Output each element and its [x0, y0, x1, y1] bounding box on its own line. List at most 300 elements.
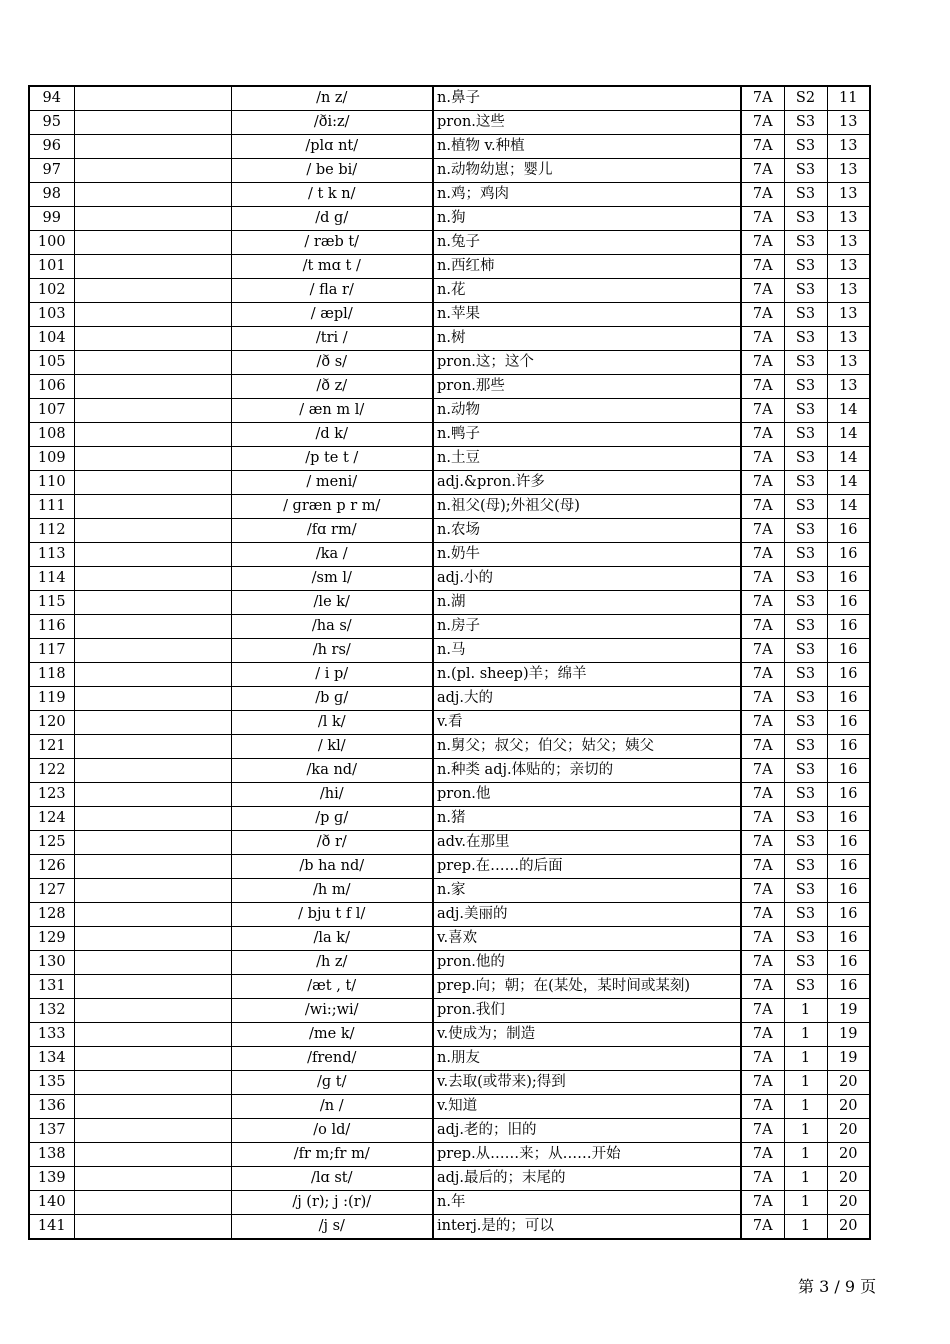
row-number: 107: [29, 399, 74, 423]
word-cell: [74, 279, 231, 303]
grade-cell: 7A: [741, 735, 784, 759]
row-number: 115: [29, 591, 74, 615]
table-row: [29, 135, 870, 159]
table-row: [29, 735, 870, 759]
table-row: [29, 231, 870, 255]
definition-cell: n.鼻子: [433, 86, 741, 111]
grade-cell: 7A: [741, 999, 784, 1023]
unit-cell: S3: [784, 831, 827, 855]
grade-cell: 7A: [741, 375, 784, 399]
definition-cell: adj.&pron.许多: [433, 471, 741, 495]
table-row: [29, 183, 870, 207]
row-number: 108: [29, 423, 74, 447]
grade-cell: 7A: [741, 711, 784, 735]
unit-cell: S3: [784, 135, 827, 159]
definition-cell: n.鸭子: [433, 423, 741, 447]
phonetic-cell: /b ɡ/: [231, 687, 433, 711]
page-cell: 14: [827, 471, 870, 495]
page-cell: 16: [827, 591, 870, 615]
definition-cell: prep.向；朝；在(某处，某时间或某刻): [433, 975, 741, 999]
table-row: [29, 351, 870, 375]
phonetic-cell: /j s/: [231, 1215, 433, 1240]
table-row: [29, 567, 870, 591]
word-cell: [74, 135, 231, 159]
phonetic-cell: /n z/: [231, 86, 433, 111]
grade-cell: 7A: [741, 255, 784, 279]
page-cell: 13: [827, 255, 870, 279]
phonetic-cell: /æt , t/: [231, 975, 433, 999]
phonetic-cell: /me k/: [231, 1023, 433, 1047]
definition-cell: v.喜欢: [433, 927, 741, 951]
definition-cell: n.植物 v.种植: [433, 135, 741, 159]
page-cell: 16: [827, 687, 870, 711]
unit-cell: S3: [784, 783, 827, 807]
page-cell: 16: [827, 711, 870, 735]
row-number: 113: [29, 543, 74, 567]
phonetic-cell: /ka nd/: [231, 759, 433, 783]
page-cell: 20: [827, 1071, 870, 1095]
phonetic-cell: /lɑ st/: [231, 1167, 433, 1191]
table-row: [29, 663, 870, 687]
unit-cell: S3: [784, 951, 827, 975]
unit-cell: 1: [784, 1071, 827, 1095]
phonetic-cell: /b ha nd/: [231, 855, 433, 879]
definition-cell: v.知道: [433, 1095, 741, 1119]
page-cell: 16: [827, 855, 870, 879]
phonetic-cell: /j (r); j :(r)/: [231, 1191, 433, 1215]
table-row: [29, 783, 870, 807]
word-cell: [74, 927, 231, 951]
unit-cell: 1: [784, 1047, 827, 1071]
row-number: 106: [29, 375, 74, 399]
row-number: 99: [29, 207, 74, 231]
definition-cell: n.舅父；叔父；伯父；姑父；姨父: [433, 735, 741, 759]
grade-cell: 7A: [741, 111, 784, 135]
unit-cell: S3: [784, 927, 827, 951]
word-cell: [74, 447, 231, 471]
definition-cell: n.奶牛: [433, 543, 741, 567]
page-cell: 13: [827, 351, 870, 375]
definition-cell: n.湖: [433, 591, 741, 615]
table-row: [29, 303, 870, 327]
word-cell: [74, 399, 231, 423]
definition-cell: n.马: [433, 639, 741, 663]
unit-cell: 1: [784, 1191, 827, 1215]
definition-cell: n.兔子: [433, 231, 741, 255]
unit-cell: S3: [784, 519, 827, 543]
page-cell: 16: [827, 783, 870, 807]
page-cell: 14: [827, 447, 870, 471]
word-cell: [74, 951, 231, 975]
definition-cell: n.房子: [433, 615, 741, 639]
grade-cell: 7A: [741, 1191, 784, 1215]
row-number: 97: [29, 159, 74, 183]
grade-cell: 7A: [741, 207, 784, 231]
phonetic-cell: /h rs/: [231, 639, 433, 663]
phonetic-cell: /ka /: [231, 543, 433, 567]
table-row: [29, 519, 870, 543]
table-row: [29, 831, 870, 855]
phonetic-cell: /frend/: [231, 1047, 433, 1071]
definition-cell: n.(pl. sheep)羊；绵羊: [433, 663, 741, 687]
grade-cell: 7A: [741, 1167, 784, 1191]
page-cell: 16: [827, 807, 870, 831]
row-number: 101: [29, 255, 74, 279]
row-number: 94: [29, 86, 74, 111]
table-row: [29, 1215, 870, 1240]
unit-cell: S3: [784, 903, 827, 927]
row-number: 119: [29, 687, 74, 711]
unit-cell: S3: [784, 327, 827, 351]
unit-cell: S3: [784, 207, 827, 231]
page-cell: 16: [827, 735, 870, 759]
definition-cell: n.土豆: [433, 447, 741, 471]
grade-cell: 7A: [741, 135, 784, 159]
row-number: 139: [29, 1167, 74, 1191]
phonetic-cell: / æpl/: [231, 303, 433, 327]
grade-cell: 7A: [741, 663, 784, 687]
word-cell: [74, 327, 231, 351]
grade-cell: 7A: [741, 855, 784, 879]
page-cell: 13: [827, 279, 870, 303]
table-row: [29, 543, 870, 567]
word-cell: [74, 1119, 231, 1143]
grade-cell: 7A: [741, 423, 784, 447]
phonetic-cell: /tri /: [231, 327, 433, 351]
phonetic-cell: /p ɡ/: [231, 807, 433, 831]
definition-cell: adj.小的: [433, 567, 741, 591]
unit-cell: S3: [784, 855, 827, 879]
table-row: [29, 1143, 870, 1167]
phonetic-cell: /o ld/: [231, 1119, 433, 1143]
phonetic-cell: /ði:z/: [231, 111, 433, 135]
word-cell: [74, 1191, 231, 1215]
table-row: [29, 927, 870, 951]
phonetic-cell: /wi:;wi/: [231, 999, 433, 1023]
phonetic-cell: /sm l/: [231, 567, 433, 591]
definition-cell: adj.大的: [433, 687, 741, 711]
unit-cell: S3: [784, 495, 827, 519]
definition-cell: n.西红柿: [433, 255, 741, 279]
definition-cell: n.农场: [433, 519, 741, 543]
word-cell: [74, 86, 231, 111]
grade-cell: 7A: [741, 1023, 784, 1047]
word-cell: [74, 495, 231, 519]
page-cell: 16: [827, 927, 870, 951]
row-number: 130: [29, 951, 74, 975]
grade-cell: 7A: [741, 879, 784, 903]
phonetic-cell: /h z/: [231, 951, 433, 975]
definition-cell: pron.这；这个: [433, 351, 741, 375]
definition-cell: v.去取(或带来);得到: [433, 1071, 741, 1095]
grade-cell: 7A: [741, 1095, 784, 1119]
row-number: 137: [29, 1119, 74, 1143]
grade-cell: 7A: [741, 975, 784, 999]
grade-cell: 7A: [741, 591, 784, 615]
unit-cell: S3: [784, 423, 827, 447]
unit-cell: 1: [784, 1095, 827, 1119]
definition-cell: n.祖父(母);外祖父(母): [433, 495, 741, 519]
unit-cell: 1: [784, 999, 827, 1023]
row-number: 129: [29, 927, 74, 951]
grade-cell: 7A: [741, 159, 784, 183]
table-row: [29, 1167, 870, 1191]
unit-cell: S3: [784, 879, 827, 903]
definition-cell: v.使成为；制造: [433, 1023, 741, 1047]
phonetic-cell: /d k/: [231, 423, 433, 447]
page-cell: 16: [827, 615, 870, 639]
page-cell: 20: [827, 1215, 870, 1240]
page-number: 第 3 / 9 页: [798, 1277, 877, 1296]
page-cell: 20: [827, 1143, 870, 1167]
word-cell: [74, 423, 231, 447]
unit-cell: S3: [784, 687, 827, 711]
page-cell: 14: [827, 423, 870, 447]
row-number: 122: [29, 759, 74, 783]
grade-cell: 7A: [741, 327, 784, 351]
grade-cell: 7A: [741, 447, 784, 471]
page-cell: 16: [827, 975, 870, 999]
table-row: [29, 903, 870, 927]
definition-cell: interj.是的；可以: [433, 1215, 741, 1240]
phonetic-cell: / ræb t/: [231, 231, 433, 255]
word-cell: [74, 351, 231, 375]
row-number: 136: [29, 1095, 74, 1119]
word-cell: [74, 231, 231, 255]
word-cell: [74, 1215, 231, 1240]
grade-cell: 7A: [741, 471, 784, 495]
word-cell: [74, 999, 231, 1023]
phonetic-cell: /le k/: [231, 591, 433, 615]
word-cell: [74, 735, 231, 759]
grade-cell: 7A: [741, 807, 784, 831]
table-row: [29, 495, 870, 519]
table-row: [29, 423, 870, 447]
table-row: [29, 327, 870, 351]
table-row: [29, 807, 870, 831]
row-number: 114: [29, 567, 74, 591]
table-row: [29, 399, 870, 423]
definition-cell: n.动物幼崽；婴儿: [433, 159, 741, 183]
page-cell: 14: [827, 495, 870, 519]
table-row: [29, 855, 870, 879]
grade-cell: 7A: [741, 399, 784, 423]
definition-cell: n.朋友: [433, 1047, 741, 1071]
row-number: 102: [29, 279, 74, 303]
page-cell: 20: [827, 1119, 870, 1143]
row-number: 140: [29, 1191, 74, 1215]
table-row: [29, 639, 870, 663]
page-cell: 13: [827, 231, 870, 255]
grade-cell: 7A: [741, 951, 784, 975]
table-row: [29, 375, 870, 399]
grade-cell: 7A: [741, 615, 784, 639]
phonetic-cell: / i p/: [231, 663, 433, 687]
definition-cell: adj.美丽的: [433, 903, 741, 927]
definition-cell: n.苹果: [433, 303, 741, 327]
word-cell: [74, 711, 231, 735]
phonetic-cell: /ɡ t/: [231, 1071, 433, 1095]
table-body: [29, 86, 870, 1239]
unit-cell: S3: [784, 279, 827, 303]
table-row: [29, 591, 870, 615]
unit-cell: S3: [784, 231, 827, 255]
definition-cell: n.动物: [433, 399, 741, 423]
word-cell: [74, 831, 231, 855]
definition-cell: adj.老的；旧的: [433, 1119, 741, 1143]
row-number: 112: [29, 519, 74, 543]
row-number: 138: [29, 1143, 74, 1167]
unit-cell: S3: [784, 447, 827, 471]
page-cell: 16: [827, 831, 870, 855]
phonetic-cell: /ha s/: [231, 615, 433, 639]
page-cell: 16: [827, 519, 870, 543]
page-cell: 16: [827, 567, 870, 591]
unit-cell: S3: [784, 735, 827, 759]
definition-cell: adj.最后的；末尾的: [433, 1167, 741, 1191]
row-number: 103: [29, 303, 74, 327]
definition-cell: pron.他: [433, 783, 741, 807]
word-cell: [74, 111, 231, 135]
table-row: [29, 86, 870, 111]
unit-cell: S3: [784, 615, 827, 639]
unit-cell: 1: [784, 1167, 827, 1191]
definition-cell: pron.那些: [433, 375, 741, 399]
row-number: 124: [29, 807, 74, 831]
phonetic-cell: /fɑ rm/: [231, 519, 433, 543]
row-number: 134: [29, 1047, 74, 1071]
vocabulary-table: [28, 85, 871, 1240]
unit-cell: S3: [784, 591, 827, 615]
word-cell: [74, 159, 231, 183]
row-number: 104: [29, 327, 74, 351]
unit-cell: S3: [784, 711, 827, 735]
word-cell: [74, 879, 231, 903]
phonetic-cell: / ɡræn p r m/: [231, 495, 433, 519]
page-cell: 13: [827, 183, 870, 207]
row-number: 123: [29, 783, 74, 807]
unit-cell: 1: [784, 1023, 827, 1047]
table-row: [29, 255, 870, 279]
page-cell: 20: [827, 1167, 870, 1191]
table-row: [29, 447, 870, 471]
word-cell: [74, 903, 231, 927]
phonetic-cell: /ð r/: [231, 831, 433, 855]
word-cell: [74, 759, 231, 783]
phonetic-cell: /plɑ nt/: [231, 135, 433, 159]
phonetic-cell: / æn m l/: [231, 399, 433, 423]
unit-cell: 1: [784, 1215, 827, 1240]
word-cell: [74, 687, 231, 711]
definition-cell: n.年: [433, 1191, 741, 1215]
table-row: [29, 111, 870, 135]
table-row: [29, 975, 870, 999]
page-cell: 13: [827, 375, 870, 399]
unit-cell: S3: [784, 159, 827, 183]
page-cell: 19: [827, 1047, 870, 1071]
definition-cell: n.花: [433, 279, 741, 303]
page-cell: 13: [827, 207, 870, 231]
grade-cell: 7A: [741, 351, 784, 375]
definition-cell: n.狗: [433, 207, 741, 231]
phonetic-cell: /fr m;fr m/: [231, 1143, 433, 1167]
definition-cell: v.看: [433, 711, 741, 735]
word-cell: [74, 375, 231, 399]
row-number: 118: [29, 663, 74, 687]
page-cell: 13: [827, 303, 870, 327]
grade-cell: 7A: [741, 759, 784, 783]
unit-cell: S3: [784, 111, 827, 135]
word-cell: [74, 567, 231, 591]
unit-cell: S3: [784, 975, 827, 999]
phonetic-cell: / t k n/: [231, 183, 433, 207]
word-cell: [74, 1167, 231, 1191]
phonetic-cell: / kl/: [231, 735, 433, 759]
grade-cell: 7A: [741, 303, 784, 327]
row-number: 135: [29, 1071, 74, 1095]
word-cell: [74, 303, 231, 327]
phonetic-cell: /ð z/: [231, 375, 433, 399]
unit-cell: S3: [784, 759, 827, 783]
page-cell: 13: [827, 327, 870, 351]
page-cell: 16: [827, 879, 870, 903]
row-number: 111: [29, 495, 74, 519]
definition-cell: adv.在那里: [433, 831, 741, 855]
unit-cell: S3: [784, 471, 827, 495]
phonetic-cell: / be bi/: [231, 159, 433, 183]
word-cell: [74, 183, 231, 207]
word-cell: [74, 615, 231, 639]
word-cell: [74, 1047, 231, 1071]
grade-cell: 7A: [741, 279, 784, 303]
phonetic-cell: /ð s/: [231, 351, 433, 375]
row-number: 116: [29, 615, 74, 639]
page-cell: 16: [827, 951, 870, 975]
page-cell: 16: [827, 543, 870, 567]
phonetic-cell: /t mɑ t /: [231, 255, 433, 279]
table-row: [29, 615, 870, 639]
row-number: 110: [29, 471, 74, 495]
grade-cell: 7A: [741, 1143, 784, 1167]
word-cell: [74, 1071, 231, 1095]
table-row: [29, 279, 870, 303]
row-number: 120: [29, 711, 74, 735]
row-number: 98: [29, 183, 74, 207]
table-row: [29, 159, 870, 183]
unit-cell: S3: [784, 399, 827, 423]
definition-cell: pron.他的: [433, 951, 741, 975]
grade-cell: 7A: [741, 495, 784, 519]
page-cell: 13: [827, 135, 870, 159]
table-row: [29, 207, 870, 231]
row-number: 100: [29, 231, 74, 255]
grade-cell: 7A: [741, 639, 784, 663]
grade-cell: 7A: [741, 1047, 784, 1071]
grade-cell: 7A: [741, 231, 784, 255]
page-cell: 20: [827, 1095, 870, 1119]
row-number: 117: [29, 639, 74, 663]
page-cell: 19: [827, 999, 870, 1023]
page-cell: 16: [827, 903, 870, 927]
word-cell: [74, 855, 231, 879]
grade-cell: 7A: [741, 86, 784, 111]
grade-cell: 7A: [741, 831, 784, 855]
word-cell: [74, 255, 231, 279]
word-cell: [74, 543, 231, 567]
row-number: 127: [29, 879, 74, 903]
table-row: [29, 1071, 870, 1095]
table-row: [29, 687, 870, 711]
